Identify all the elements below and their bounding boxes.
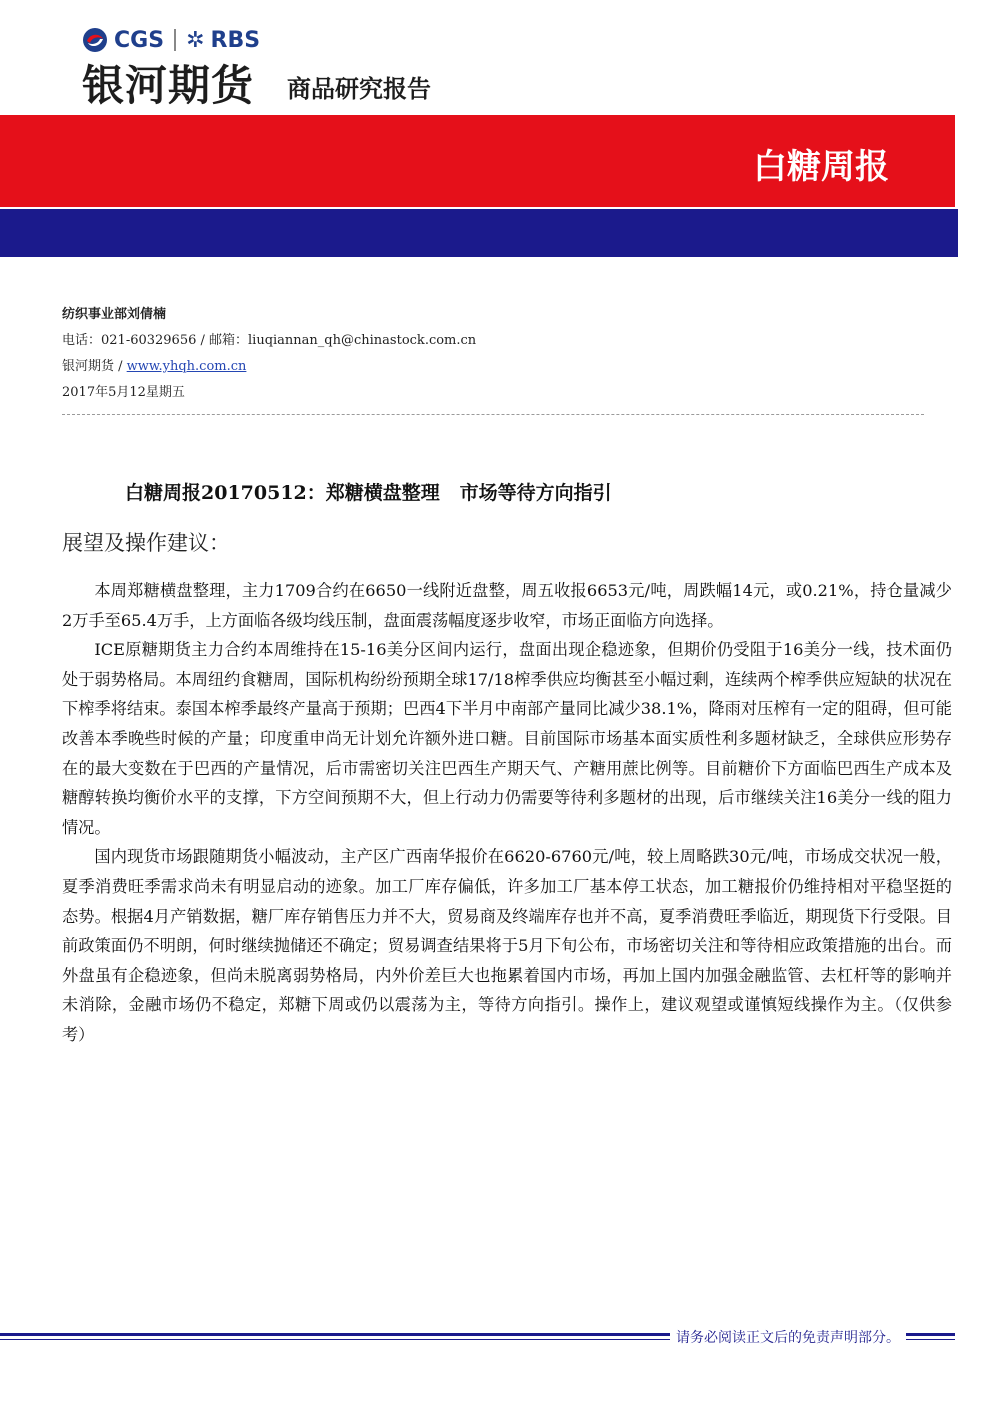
disclaimer-note: 请务必阅读正文后的免责声明部分。 (670, 1327, 906, 1349)
logo-rbs-text: RBS (210, 27, 261, 53)
report-type: 商品研究报告 (287, 75, 431, 103)
divider-line (62, 414, 924, 415)
site-prefix: 银河期货 / (62, 359, 127, 374)
title-banner (0, 115, 955, 207)
paragraph: ICE原糖期货主力合约本周维持在15-16美分区间内运行，盘面出现企稳迹象，但期价仍受阻于16美分一线，技术面仍处于弱势格局。本周纽约食糖周，国际机构纷纷预期全球17/18榨季供应均衡甚至小幅过剩，连续两个榨季供应短缺的状况在下榨季将结束。泰国本榨季最终产量高于预期；巴西4下半月中南部产量同比减少38.1%，降雨对压榨有一定的阻碍，但可能改善本季晚些时候的产量；印度重申尚无计划允许额外进口糖。目前国际市场基本面实质性利多题材缺乏，全球供应形势存在的最大变数在于巴西的产量情况，后市需密切关注巴西生产期天气、产糖用蔗比例等。目前糖价下方面临巴西生产成本及糖醇转换均衡价水平的支撑，下方空间预期不大，但上行动力仍需要等待利多题材的出现，后市继续关注16美分一线的阻力情况。 (62, 640, 952, 837)
paragraph: 本周郑糖横盘整理，主力1709合约在6650一线附近盘整，周五收报6653元/吨，周跌幅14元，或0.21%，持仓量减少2万手至65.4万手，上方面临各级均线压制，盘面震荡幅度逐步收窄，市场正面临方向选择。 (62, 581, 952, 630)
author-info (62, 302, 476, 406)
author-contact: 电话：021-60329656 / 邮箱：liuqiannan_qh@chinastock.com.cn (62, 333, 477, 348)
company-name: 银河期货 (82, 61, 255, 110)
section-heading: 展望及操作建议： (62, 531, 230, 555)
company-site-line (62, 354, 476, 380)
logo-cgs-text: CGS (114, 27, 165, 53)
banner-stripe (0, 209, 958, 257)
rbs-mark-icon: ✲ (186, 27, 205, 53)
author-department: 纺织事业部刘倩楠 (62, 307, 167, 322)
body-text (62, 576, 952, 1050)
report-date: 2017年5月12星期五 (62, 385, 185, 400)
document-title: 白糖周报20170512：郑糖横盘整理 市场等待方向指引 (125, 482, 612, 504)
site-link[interactable]: www.yhqh.com.cn (126, 359, 247, 374)
brand-logo (82, 24, 260, 56)
report-series-title: 白糖周报 (753, 147, 889, 187)
logo-divider (174, 29, 176, 51)
cgs-swirl-icon (82, 27, 108, 53)
paragraph: 国内现货市场跟随期货小幅波动，主产区广西南华报价在6620-6760元/吨，较上周略跌30元/吨，市场成交状况一般，夏季消费旺季需求尚未有明显启动的迹象。加工厂库存偏低，许多加工厂基本停工状态，加工糖报价仍维持相对平稳坚挺的态势。根据4月产销数据，糖厂库存销售压力并不大，贸易商及终端库存也并不高，夏季消费旺季临近，期现货下行受限。目前政策面仍不明朗，何时继续抛储还不确定；贸易调查结果将于5月下旬公布，市场密切关注和等待相应政策措施的出台。而外盘虽有企稳迹象，但尚未脱离弱势格局，内外价差巨大也拖累着国内市场，再加上国内加强金融监管、去杠杆等的影响并未消除，金融市场仍不稳定，郑糖下周或仍以震荡为主，等待方向指引。操作上，建议观望或谨慎短线操作为主。（仅供参考） (62, 847, 952, 1044)
